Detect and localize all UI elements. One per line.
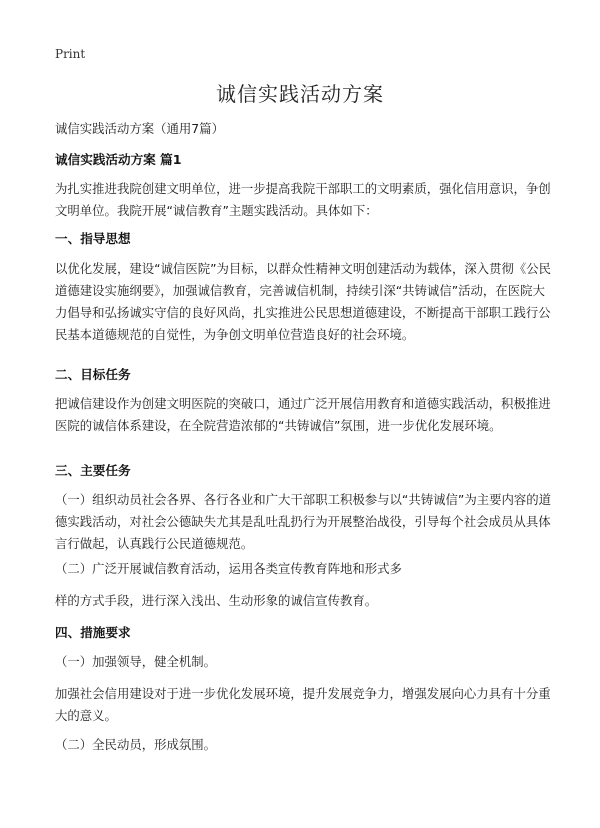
section-paragraph: （一）组织动员社会各界、各行各业和广大干部职工积极参与以“共铸诚信”为主要内容的道德实践活动，对社会公德缺失尤其是乱吐乱扔行为开展整治战役，引导每个社会成员从具体言行做起，认真践行公民道德规范。 (55, 492, 552, 551)
section-heading-guiding-ideology: 一、指导思想 (55, 231, 131, 246)
section-paragraph: （二）广泛开展诚信教育活动，运用各类宣传教育阵地和形式多 (55, 561, 402, 576)
print-label[interactable]: Print (55, 47, 86, 61)
page-title: 诚信实践活动方案 (216, 82, 384, 106)
section-paragraph: 把诚信建设作为创建文明医院的突破口，通过广泛开展信用教育和道德实践活动，积极推进医院的诚信体系建设，在全院营造浓郁的“共铸诚信”氛围，进一步优化发展环境。 (55, 396, 551, 433)
section-paragraph: 以优化发展，建设“诚信医院”为目标，以群众性精神文明创建活动为载体，深入贯彻《公民道德建设实施纲要》，加强诚信教育，完善诚信机制，持续引深“共铸诚信”活动，在医院大力倡导和弘扬诚实守信的良好风尚，扎实推进公民思想道德建设，不断提高干部职工践行公民基本道德规范的自觉性，为争创文明单位营造良好的社会环境。 (55, 261, 552, 342)
section-heading-goals: 二、目标任务 (55, 367, 131, 382)
article-heading: 诚信实践活动方案 篇1 (55, 152, 182, 167)
section-paragraph: （一）加强领导，健全机制。 (55, 654, 217, 669)
section-paragraph: 样的方式手段，进行深入浅出、生动形象的诚信宣传教育。 (55, 593, 378, 608)
intro-paragraph: 为扎实推进我院创建文明单位，进一步提高我院干部职工的文明素质，强化信用意识，争创文明单位。我院开展“诚信教育”主题实践活动。具体如下： (55, 181, 551, 218)
section-heading-main-tasks: 三、主要任务 (55, 463, 131, 478)
section-paragraph: 加强社会信用建设对于进一步优化发展环境，提升发展竞争力，增强发展向心力具有十分重大的意义。 (55, 686, 551, 723)
document-subtitle: 诚信实践活动方案（通用7篇） (55, 121, 224, 136)
section-heading-measures: 四、措施要求 (55, 625, 131, 640)
section-paragraph: （二）全民动员，形成氛围。 (55, 737, 217, 752)
